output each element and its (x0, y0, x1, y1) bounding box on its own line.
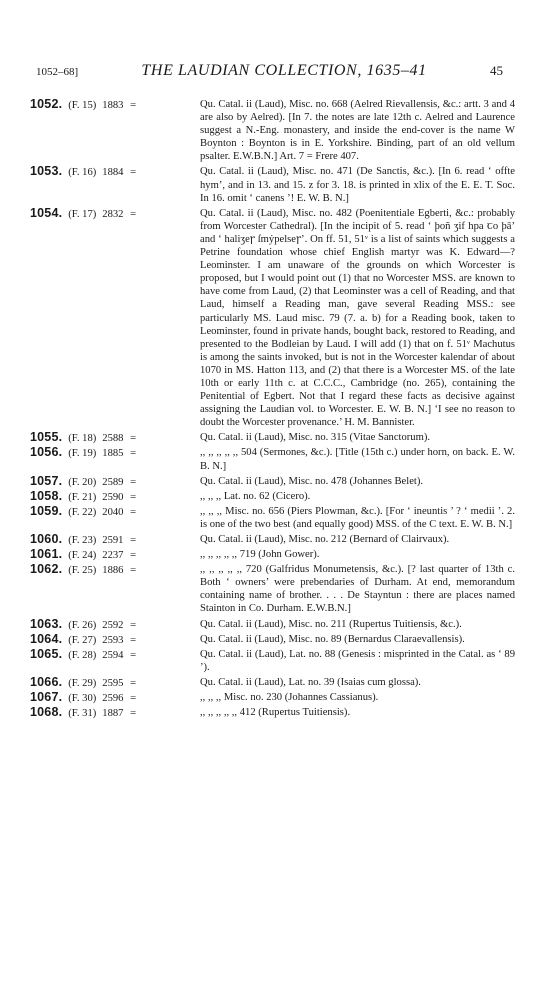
summary-number: 2588 (102, 433, 124, 445)
list-item: 1066. (F. 29) 2595 = Qu. Catal. ii (Laud), Lat. no. 39 (Isaias cum glossa). (30, 674, 421, 689)
folio-ref: (F. 21) (68, 491, 97, 503)
entry-number: 1061. (30, 547, 63, 562)
folio-ref: (F. 30) (68, 693, 97, 705)
folio-ref: (F. 20) (68, 476, 97, 488)
entry-number: 1053. (30, 164, 63, 179)
list-item: 1058. (F. 21) 2590 = ,, ,, ,, Lat. no. 62 (Cicero). (30, 488, 311, 503)
catalogue-text: Qu. Catal. ii (Laud), Misc. no. 89 (Bernardus Claraevallensis). (200, 633, 465, 645)
summary-number: 2832 (102, 208, 124, 220)
entry-number: 1057. (30, 473, 63, 488)
summary-number: 2237 (102, 550, 124, 562)
catalogue-text: ,, ,, ,, ,, ,, 720 (Galfridus Monumetensis, &c.). [? last quarter of 13th c. Both ‘ owners’ were prebendaries of Durham. At end, memorandum containing name of brother. . . . De Stayntun : there are places named Stainton in Co. Durham. E.W.B.N.] (200, 564, 515, 615)
catalogue-text: Qu. Catal. ii (Laud), Misc. no. 212 (Bernard of Clairvaux). (200, 534, 450, 545)
entry-number: 1059. (30, 503, 63, 518)
entry-number: 1058. (30, 488, 63, 503)
folio-ref: (F. 16) (68, 167, 97, 179)
catalogue-text: Qu. Catal. ii (Laud), Lat. no. 39 (Isaias cum glossa). (200, 676, 421, 688)
folio-ref: (F. 26) (68, 619, 97, 631)
entry-list (30, 98, 515, 721)
catalogue-text: ,, ,, ,, ,, ,, 412 (Rupertus Tuitiensis). (200, 707, 351, 719)
list-item: 1053. (F. 16) 1884 = Qu. Catal. ii (Laud), Misc. no. 471 (De Sanctis, &c.). [In 6. read ‘ offte hym’, and in 13. and 15. z for 3. 18. is printed in xlix of the E. E. T. Soc. In 16. omit ‘ canens ’! E. W. B. N.] (30, 164, 515, 204)
catalogue-text: Qu. Catal. ii (Laud), Misc. no. 478 (Johannes Belet). (200, 475, 424, 487)
entry-number: 1068. (30, 705, 63, 720)
entry-number: 1067. (30, 690, 63, 705)
summary-number: 1884 (102, 167, 124, 179)
folio-ref: (F. 29) (68, 677, 97, 689)
entry-number: 1064. (30, 631, 63, 646)
summary-number: 2596 (102, 693, 124, 705)
entry-number: 1055. (30, 430, 63, 445)
catalogue-text: Qu. Catal. ii (Laud), Misc. no. 668 (Aelred Rievallensis, &c.: artt. 3 and 4 are also by Aelred). [In 7. the notes are late 12th c. Aelred and Laurence suggest a N.-Eng. monastery, and inside the end-cover is the name W Boynton : Boynton is in E. Yorkshire. Binding, part of an old vellum psalter. E.W.B.N.] Art. 7 = Frere 407. (200, 99, 515, 163)
catalogue-text: ,, ,, ,, Misc. no. 656 (Piers Plowman, &c.). [For ‘ ineuntis ’ ? ‘ medii ’. 2. is one of the two best (and equally good) MSS. of the C text. E. W. B. N.] (200, 505, 515, 530)
summary-number: 2040 (102, 506, 124, 518)
folio-ref: (F. 17) (68, 208, 97, 220)
catalogue-text: ,, ,, ,, Misc. no. 230 (Johannes Cassianus). (200, 692, 379, 704)
list-item: 1057. (F. 20) 2589 = Qu. Catal. ii (Laud), Misc. no. 478 (Johannes Belet). (30, 473, 424, 488)
list-item: 1054. (F. 17) 2832 = Qu. Catal. ii (Laud), Misc. no. 482 (Poenitentiale Egberti, &c.: probably from Worcester Cathedral). [In the incipit of 5. read ‘ þoñ ʒif hpa ꞇo þā’ and ‘ haliʒeꞅ ſmẏpelseꞅ’. On ff. 51, 51ᵛ is a list of saints which suggests a Petrine foundation whose chief English martyr was K. Edward—? Leominster. I am unaware of the grounds on which Worcester is proposed, but I would point out (1) that no Worcester MSS. are known to have come from Laud, (2) that Leominster was a cell of Reading, and that Laud, himself a Reading man, gave several Reading MSS.: see particularly MS. Laud misc. 79 (7. a. b) for a Reading book, taken to Leominster, found in private hands, bought back, restored to Reading, and presented to the Bodleian by Laud. I will add (1) that on f. 51ᵛ Machutus is among the saints invoked, but is not in the Worcester kalendar of about 1070 in MS. Hatton 113, and (2) that there is a Worcester MS. of the late 10th or early 11th c. at C.C.C., Cambridge (no. 265), containing the Penitential of Egbert. Not that I regard these facts as decisive against assigning the Laudian vol. to Worcester. E. W. B. N.] ‘I see no reason to doubt the Worcester provenance.’ H. M. Bannister. (30, 205, 515, 429)
folio-ref: (F. 23) (68, 535, 97, 546)
summary-number: 1885 (102, 448, 124, 460)
folio-ref: (F. 28) (68, 649, 97, 661)
entry-number: 1066. (30, 674, 63, 689)
folio-ref: (F. 27) (68, 634, 97, 646)
list-item: 1061. (F. 24) 2237 = ,, ,, ,, ,, ,, 719 (John Gower). (30, 547, 320, 562)
summary-number: 2595 (102, 677, 124, 689)
page-title: THE LAUDIAN COLLECTION, 1635–41 (141, 62, 427, 79)
catalogue-text: ,, ,, ,, ,, ,, 504 (Sermones, &c.). [Title (15th c.) under horn, on back. E. W. B. N.] (200, 447, 515, 472)
catalogue-text: ,, ,, ,, ,, ,, 719 (John Gower). (200, 549, 320, 561)
catalogue-text: Qu. Catal. ii (Laud), Misc. no. 471 (De Sanctis, &c.). [In 6. read ‘ offte hym’, and in 13. and 15. z for 3. 18. is printed in xlix of the E. E. T. Soc. In 16. omit ‘ canens ’! E. W. B. N.] (200, 166, 515, 204)
running-header (36, 62, 503, 84)
folio-ref: (F. 19) (68, 448, 97, 460)
list-item: 1052. (F. 15) 1883 = Qu. Catal. ii (Laud), Misc. no. 668 (Aelred Rievallensis, &c.: artt. 3 and 4 are also by Aelred). [In 7. the notes are late 12th c. Aelred and Laurence suggest a N.-Eng. monastery, and inside the end-cover is the name W Boynton : Boynton is in E. Yorkshire. Binding, part of an old vellum psalter. E.W.B.N.] Art. 7 = Frere 407. (30, 97, 515, 163)
list-item: 1065. (F. 28) 2594 = Qu. Catal. ii (Laud), Lat. no. 88 (Genesis : misprinted in the Catal. as ‘ 89 ’). (30, 646, 515, 673)
summary-number: 2593 (102, 634, 124, 646)
folio-ref: (F. 15) (68, 100, 97, 111)
list-item: 1063. (F. 26) 2592 = Qu. Catal. ii (Laud), Misc. no. 211 (Rupertus Tuitiensis, &c.). (30, 616, 462, 631)
catalogue-text: Qu. Catal. ii (Laud), Misc. no. 315 (Vitae Sanctorum). (200, 432, 431, 444)
page-number: 45 (490, 63, 503, 78)
entry-number: 1062. (30, 562, 63, 577)
list-item: 1060. (F. 23) 2591 = Qu. Catal. ii (Laud), Misc. no. 212 (Bernard of Clairvaux). (30, 532, 450, 546)
folio-ref: (F. 22) (68, 506, 97, 518)
summary-number: 2589 (102, 476, 124, 488)
summary-number: 1883 (102, 100, 124, 111)
summary-number: 2591 (102, 535, 124, 546)
summary-number: 2594 (102, 649, 124, 661)
catalogue-text: Qu. Catal. ii (Laud), Misc. no. 211 (Rupertus Tuitiensis, &c.). (200, 618, 462, 630)
list-item: 1056. (F. 19) 1885 = ,, ,, ,, ,, ,, 504 (Sermones, &c.). [Title (15th c.) under horn, on back. E. W. B. N.] (30, 445, 515, 472)
entry-number: 1052. (30, 97, 63, 111)
list-item: 1068. (F. 31) 1887 = ,, ,, ,, ,, ,, 412 (Rupertus Tuitiensis). (30, 705, 351, 720)
folio-ref: (F. 31) (68, 708, 97, 720)
catalogue-text: ,, ,, ,, Lat. no. 62 (Cicero). (200, 490, 311, 502)
entry-number: 1054. (30, 205, 63, 220)
catalogue-text: Qu. Catal. ii (Laud), Misc. no. 482 (Poenitentiale Egberti, &c.: probably from Worcester Cathedral). [In the incipit of 5. read ‘ þoñ ʒif hpa ꞇo þā’ and ‘ haliʒeꞅ ſmẏpelseꞅ’. On ff. 51, 51ᵛ is a list of saints which suggests a Petrine foundation whose chief English martyr was K. Edward—? Leominster. I am unaware of the grounds on which Worcester is proposed, but I would point out (1) that no Worcester MSS. are known to have come from Laud, (2) that Leominster was a cell of Reading, and that Laud, himself a Reading man, gave several Reading MSS.: see particularly MS. Laud misc. 79 (7. a. b) for a Reading book, taken to Leominster, found in private hands, bought back, restored to Reading, and presented to the Bodleian by Laud. I will add (1) that on f. 51ᵛ Machutus is among the saints invoked, but is not in the Worcester kalendar of about 1070 in MS. Hatton 113, and (2) that there is a Worcester MS. of the late 10th or early 11th c. at C.C.C., Cambridge (no. 265), containing the Penitential of Egbert. Not that I regard these facts as decisive against assigning the Laudian vol. to Worcester. E. W. B. N.] ‘I see no reason to doubt the Worcester provenance.’ H. M. Bannister. (200, 207, 515, 429)
list-item: 1059. (F. 22) 2040 = ,, ,, ,, Misc. no. 656 (Piers Plowman, &c.). [For ‘ ineuntis ’ ? ‘ medii ’. 2. is one of the two best (and equally good) MSS. of the C text. E. W. B. N.] (30, 503, 515, 530)
entry-number: 1063. (30, 616, 63, 631)
entry-number: 1065. (30, 646, 63, 661)
summary-number: 2590 (102, 491, 124, 503)
list-item: 1064. (F. 27) 2593 = Qu. Catal. ii (Laud), Misc. no. 89 (Bernardus Claraevallensis). (30, 631, 465, 646)
entry-number: 1060. (30, 532, 63, 546)
folio-ref: (F. 18) (68, 433, 97, 445)
page-range: 1052–68] (36, 66, 79, 78)
summary-number: 1886 (102, 565, 124, 577)
list-item: 1067. (F. 30) 2596 = ,, ,, ,, Misc. no. 230 (Johannes Cassianus). (30, 690, 379, 705)
folio-ref: (F. 25) (68, 565, 97, 577)
list-item: 1055. (F. 18) 2588 = Qu. Catal. ii (Laud), Misc. no. 315 (Vitae Sanctorum). (30, 430, 431, 445)
list-item: 1062. (F. 25) 1886 = ,, ,, ,, ,, ,, 720 (Galfridus Monumetensis, &c.). [? last quarter of 13th c. Both ‘ owners’ were prebendaries of Durham. At end, memorandum containing name of brother. . . . De Stayntun : there are places named Stainton in Co. Durham. E.W.B.N.] (30, 562, 515, 615)
folio-ref: (F. 24) (68, 550, 97, 562)
summary-number: 1887 (102, 708, 124, 720)
entry-number: 1056. (30, 445, 63, 460)
catalogue-text: Qu. Catal. ii (Laud), Lat. no. 88 (Genesis : misprinted in the Catal. as ‘ 89 ’). (200, 648, 515, 673)
summary-number: 2592 (102, 619, 124, 631)
